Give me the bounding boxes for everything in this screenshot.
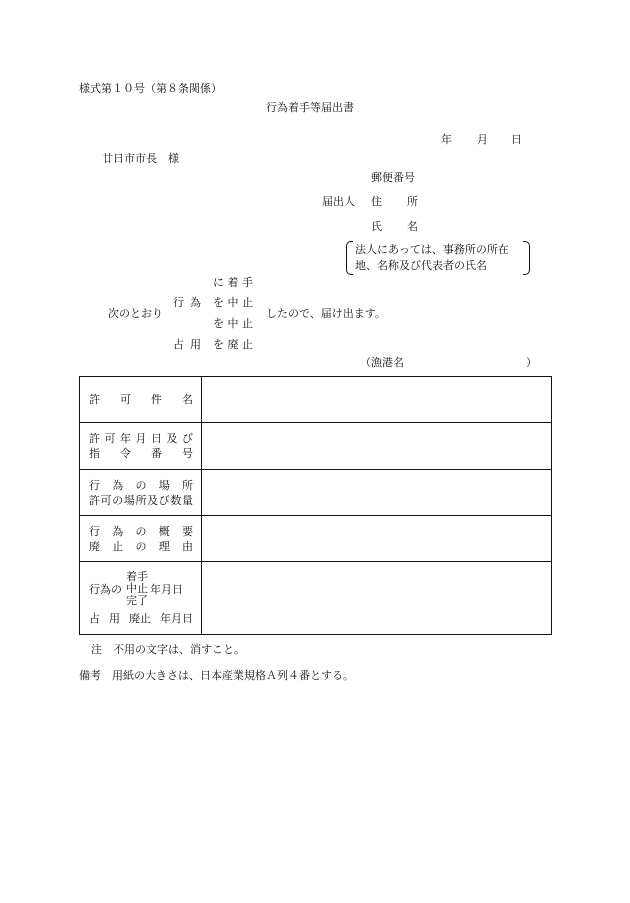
applicant-label: 届出人 <box>322 195 355 208</box>
form-number: 様式第１０号（第８条関係） <box>79 82 222 95</box>
form-table <box>79 376 552 635</box>
statement-trail: したので、届け出ます。 <box>266 307 386 320</box>
label-act-summary: 行 為 の 概 要 廃 止 の 理 由 <box>80 516 202 562</box>
corporate-note-line2: 地、名称及び代表者の氏名 <box>355 259 487 272</box>
name-label: 氏 名 <box>371 220 418 233</box>
label-permit-date: 許 可 年 月 日 及 び 指 令 番 号 <box>80 423 202 470</box>
date-year-label: 年 <box>441 133 452 146</box>
act-status-stack: 着手 中止 完了 <box>126 569 148 607</box>
field-act-location[interactable] <box>202 470 552 516</box>
note-bracket-right <box>523 241 530 275</box>
date-day-label: 日 <box>511 133 522 146</box>
paper-size-remark: 備考 用紙の大きさは、日本産業規格Ａ列４番とする。 <box>79 669 354 682</box>
occupy-label: 占 用 <box>173 338 201 351</box>
table-row <box>80 562 552 635</box>
option-start: に 着 手 <box>213 276 253 289</box>
table-row <box>80 423 552 470</box>
label-act-location: 行 為 の 場 所 許 可 の 場 所 及 び 数 量 <box>80 470 202 516</box>
document-title: 行為着手等届出書 <box>266 101 354 114</box>
statement-lead: 次のとおり <box>108 307 163 320</box>
port-name-close: ） <box>526 356 537 369</box>
date-month-label: 月 <box>477 133 488 146</box>
field-permit-date[interactable] <box>202 423 552 470</box>
table-row <box>80 377 552 423</box>
option-suspend-2: を 中 止 <box>213 317 253 330</box>
port-name-open: （漁港名 <box>360 356 404 369</box>
label-act-dates: 行為の 着手 中止 完了 年月日 占 用 廃止 年月日 <box>80 562 202 635</box>
option-abolish: を 廃 止 <box>213 338 253 351</box>
label-permit-name: 許 可 件 名 <box>80 377 202 423</box>
addressee: 廿日市市長 様 <box>102 152 179 165</box>
field-act-dates[interactable] <box>202 562 552 635</box>
unused-text-note: 注 不用の文字は、消すこと。 <box>91 643 245 656</box>
note-bracket-left <box>346 241 353 275</box>
field-permit-name[interactable] <box>202 377 552 423</box>
table-row <box>80 516 552 562</box>
postal-code-label: 郵便番号 <box>371 171 415 184</box>
option-suspend: を 中 止 <box>213 296 253 309</box>
address-label: 住 所 <box>371 195 418 208</box>
table-row <box>80 470 552 516</box>
field-act-summary[interactable] <box>202 516 552 562</box>
corporate-note-line1: 法人にあっては、事務所の所在 <box>355 243 509 256</box>
act-label: 行 為 <box>173 296 201 309</box>
